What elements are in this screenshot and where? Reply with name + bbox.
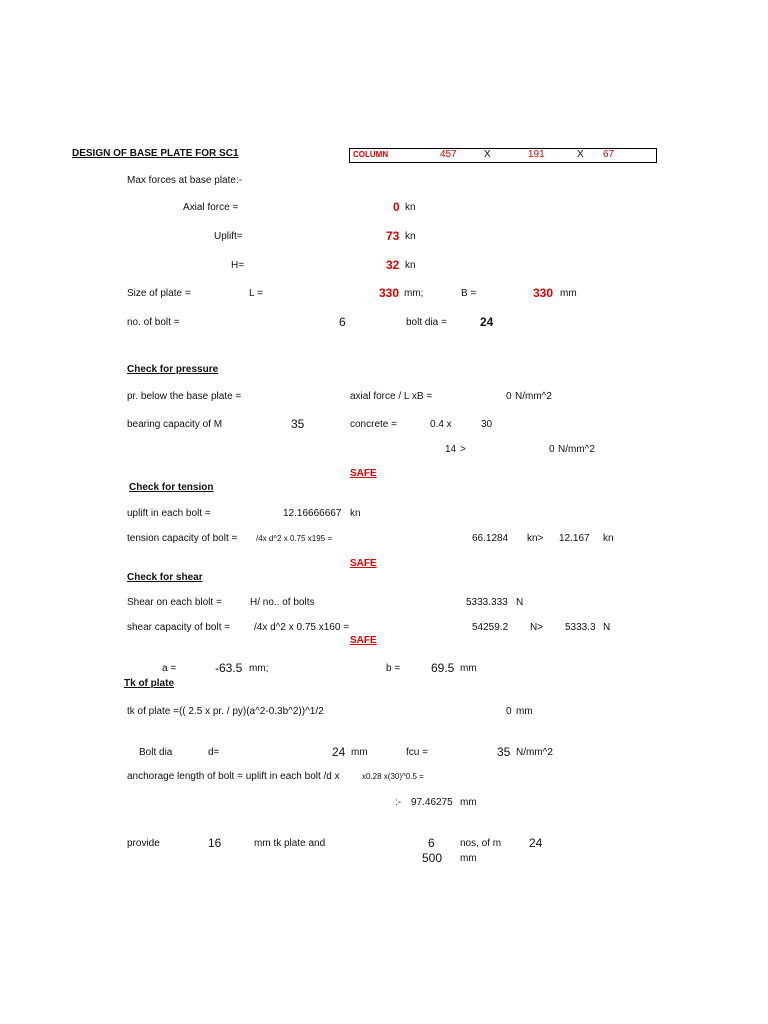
bearing-factor: 0.4 x: [430, 419, 452, 430]
uplift-value: 73: [386, 229, 400, 243]
shear-capacity-value: 54259.2: [472, 622, 509, 633]
shear-safe-badge: SAFE: [350, 635, 377, 646]
column-x2: X: [577, 149, 584, 160]
pressure-value: 0: [506, 391, 512, 402]
a-value: -63.5: [215, 661, 243, 675]
uplift-bolt-unit: kn: [350, 508, 361, 519]
provide-nos-text: nos, of m: [460, 838, 502, 849]
uplift-label: Uplift=: [214, 231, 243, 242]
column-weight: 67: [603, 149, 615, 160]
tension-capacity-value: 66.1284: [472, 533, 509, 544]
anchor-result-value: 97.46275: [411, 797, 453, 808]
bearing-compare-value: 0: [549, 444, 555, 455]
axial-unit: kn: [405, 202, 416, 213]
tk-value: 0: [506, 706, 512, 717]
plate-b-value: 330: [533, 286, 554, 300]
a-unit: mm;: [249, 663, 269, 674]
provide-label: provide: [127, 838, 160, 849]
plate-l-value: 330: [379, 286, 400, 300]
uplift-bolt-label: uplift in each bolt =: [127, 508, 211, 519]
pressure-heading: Check for pressure: [127, 364, 219, 375]
b-unit: mm: [460, 663, 477, 674]
uplift-bolt-value: 12.16666667: [283, 508, 342, 519]
pressure-unit: N/mm^2: [515, 391, 552, 402]
anchor-bolt-label: Bolt dia: [139, 747, 173, 758]
shear-bolt-formula: H/ no.. of bolts: [250, 597, 315, 608]
tension-safe-badge: SAFE: [350, 558, 377, 569]
column-x1: X: [484, 149, 491, 160]
provide-length-unit: mm: [460, 853, 477, 864]
pressure-safe-badge: SAFE: [350, 468, 377, 479]
bearing-compare-unit: N/mm^2: [558, 444, 595, 455]
pressure-label: pr. below the base plate =: [127, 391, 242, 402]
plate-l-unit: mm;: [404, 288, 424, 299]
bolt-count-value: 6: [339, 315, 346, 329]
page-title: DESIGN OF BASE PLATE FOR SC1: [72, 148, 239, 159]
a-label: a =: [162, 663, 177, 674]
shear-compare-unit: N: [603, 622, 611, 633]
axial-value: 0: [393, 200, 400, 214]
anchor-length-label: anchorage length of bolt = uplift in each bolt /d x: [127, 771, 340, 782]
anchor-fcu-unit: N/mm^2: [516, 747, 553, 758]
bearing-label: bearing capacity of M: [127, 419, 223, 430]
tk-heading: Tk of plate: [124, 678, 175, 689]
b-label: b =: [386, 663, 401, 674]
plate-b-unit: mm: [560, 288, 577, 299]
column-label: COLUMN: [353, 150, 389, 159]
anchor-d-unit: mm: [351, 747, 368, 758]
h-label: H=: [231, 260, 245, 271]
max-forces-heading: Max forces at base plate:-: [127, 175, 243, 186]
anchor-result-unit: mm: [460, 797, 477, 808]
h-unit: kn: [405, 260, 416, 271]
plate-size-label: Size of plate =: [127, 288, 191, 299]
anchor-d-value: 24: [332, 745, 346, 759]
column-section-box: [349, 148, 657, 163]
shear-bolt-label: Shear on each blolt =: [127, 597, 222, 608]
bearing-grade: 35: [291, 417, 305, 431]
shear-capacity-label: shear capacity of bolt =: [127, 622, 231, 633]
shear-compare-sign: N>: [530, 622, 544, 633]
tk-unit: mm: [516, 706, 533, 717]
uplift-unit: kn: [405, 231, 416, 242]
tension-heading: Check for tension: [129, 482, 214, 493]
shear-bolt-value: 5333.333: [466, 597, 508, 608]
tension-compare-sign: kn>: [527, 533, 544, 544]
tension-compare-value: 12.167: [559, 533, 590, 544]
provide-tk-value: 16: [208, 836, 222, 850]
tension-capacity-label: tension capacity of bolt =: [127, 533, 238, 544]
provide-tk-text: mm tk plate and: [254, 838, 326, 849]
bearing-compare-sign: >: [460, 444, 466, 455]
plate-b-label: B =: [461, 288, 477, 299]
plate-l-label: L =: [249, 288, 263, 299]
shear-compare-value: 5333.3: [565, 622, 596, 633]
h-value: 32: [386, 258, 400, 272]
provide-length-value: 500: [422, 851, 443, 865]
b-value: 69.5: [431, 661, 455, 675]
bolt-dia-value: 24: [480, 315, 494, 329]
column-depth: 457: [440, 149, 457, 160]
tension-compare-unit: kn: [603, 533, 614, 544]
anchor-fcu-label: fcu =: [406, 747, 428, 758]
shear-bolt-unit: N: [516, 597, 524, 608]
bearing-capacity-value: 14: [445, 444, 457, 455]
anchor-d-label: d=: [208, 747, 220, 758]
pressure-formula: axial force / L xB =: [350, 391, 433, 402]
anchor-fcu-value: 35: [497, 745, 511, 759]
axial-label: Axial force =: [183, 202, 239, 213]
anchor-result-prefix: :-: [395, 797, 402, 808]
tk-formula: tk of plate =(( 2.5 x pr. / py)(a^2-0.3b^2))^1/2: [127, 706, 324, 717]
provide-nos-value: 6: [428, 836, 435, 850]
concrete-label: concrete =: [350, 419, 397, 430]
bearing-fcu: 30: [481, 419, 493, 430]
bolt-dia-label: bolt dia =: [406, 317, 447, 328]
anchor-length-formula: x0.28 x(30)^0.5 =: [362, 772, 424, 781]
shear-heading: Check for shear: [127, 572, 203, 583]
shear-capacity-formula: /4x d^2 x 0.75 x160 =: [254, 622, 350, 633]
provide-m-value: 24: [529, 836, 543, 850]
bolt-count-label: no. of bolt =: [127, 317, 180, 328]
column-width: 191: [528, 149, 545, 160]
tension-capacity-formula: /4x d^2 x 0.75 x195 =: [256, 534, 333, 543]
